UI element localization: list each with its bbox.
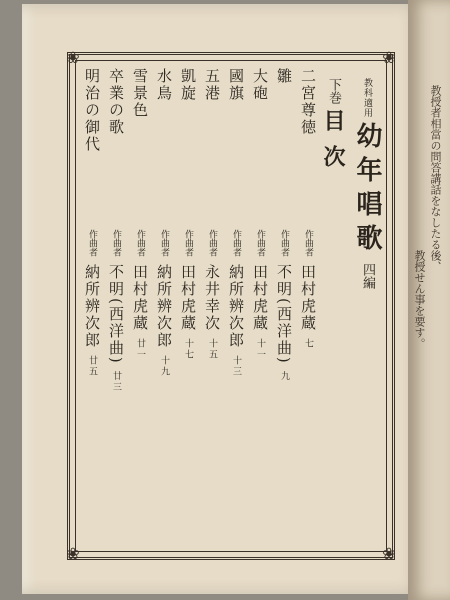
list-item [178, 68, 198, 546]
composer-name: 納所辨次郎 [83, 263, 101, 349]
composer-name: 納所辨次郎 [227, 263, 245, 349]
list-item [202, 68, 222, 546]
song-title: 卒業の歌 [107, 68, 125, 136]
song-title: 五港 [203, 68, 221, 102]
book-title: 幼年唱歌 [352, 121, 382, 258]
composer-name: 不明(西洋曲) [107, 263, 125, 365]
composer-name: 納所辨次郎 [155, 263, 173, 349]
composer-label: 作曲者 [303, 229, 313, 257]
page-number: 九 [279, 371, 289, 383]
book-heading [320, 78, 386, 298]
composer-name: 田村虎蔵 [299, 263, 317, 332]
page-number: 廿三 [111, 371, 121, 394]
list-item [82, 68, 102, 546]
list-item [250, 68, 270, 546]
list-item [154, 68, 174, 546]
composer-name: 田村虎蔵 [131, 263, 149, 332]
composer-label: 作曲者 [135, 229, 145, 257]
list-item [298, 68, 318, 546]
corner-ornament-icon: ❀ [66, 544, 80, 563]
adjacent-page [408, 0, 450, 600]
composer-label: 作曲者 [87, 229, 97, 257]
list-item [106, 68, 126, 546]
corner-ornament-icon: ❀ [382, 48, 396, 67]
song-title: 水鳥 [155, 68, 173, 102]
composer-label: 作曲者 [279, 229, 289, 257]
composer-name: 田村虎蔵 [251, 263, 269, 332]
corner-ornament-icon: ❀ [66, 48, 80, 67]
song-title: 國旗 [227, 68, 245, 102]
composer-label: 作曲者 [159, 229, 169, 257]
composer-label: 作曲者 [207, 229, 217, 257]
composer-label: 作曲者 [231, 229, 241, 257]
song-title: 雛 [275, 68, 293, 85]
page-number: 十一 [255, 338, 265, 361]
list-item [130, 68, 150, 546]
corner-ornament-icon: ❀ [382, 544, 396, 563]
page-number: 十九 [159, 355, 169, 378]
song-title: 雪景色 [131, 68, 149, 119]
page-number: 十五 [207, 338, 217, 361]
page-number: 廿五 [87, 355, 97, 378]
page-number: 廿一 [135, 338, 145, 361]
composer-label: 作曲者 [111, 229, 121, 257]
page-number: 七 [303, 338, 313, 350]
page-number: 十三 [231, 355, 241, 378]
adjacent-page-text-2: 教授せん事を要す。 [413, 250, 426, 349]
contents-heading: 目次 [320, 109, 346, 182]
page-number: 十七 [183, 338, 193, 361]
composer-label: 作曲者 [255, 229, 265, 257]
book-subtitle: 教科適用 [362, 78, 372, 118]
adjacent-page-text-1: 教授者相當の問答講話をなしたる後、 [429, 85, 442, 272]
song-title: 二宮尊徳 [299, 68, 317, 136]
song-title: 凱旋 [179, 68, 197, 102]
composer-label: 作曲者 [183, 229, 193, 257]
list-item [274, 68, 294, 546]
list-item [226, 68, 246, 546]
book-edition: 四編下巻 [326, 78, 375, 289]
composer-name: 永井幸次 [203, 263, 221, 332]
song-title: 明治の御代 [83, 68, 101, 153]
composer-name: 不明(西洋曲) [275, 263, 293, 365]
composer-name: 田村虎蔵 [179, 263, 197, 332]
song-title: 大砲 [251, 68, 269, 102]
